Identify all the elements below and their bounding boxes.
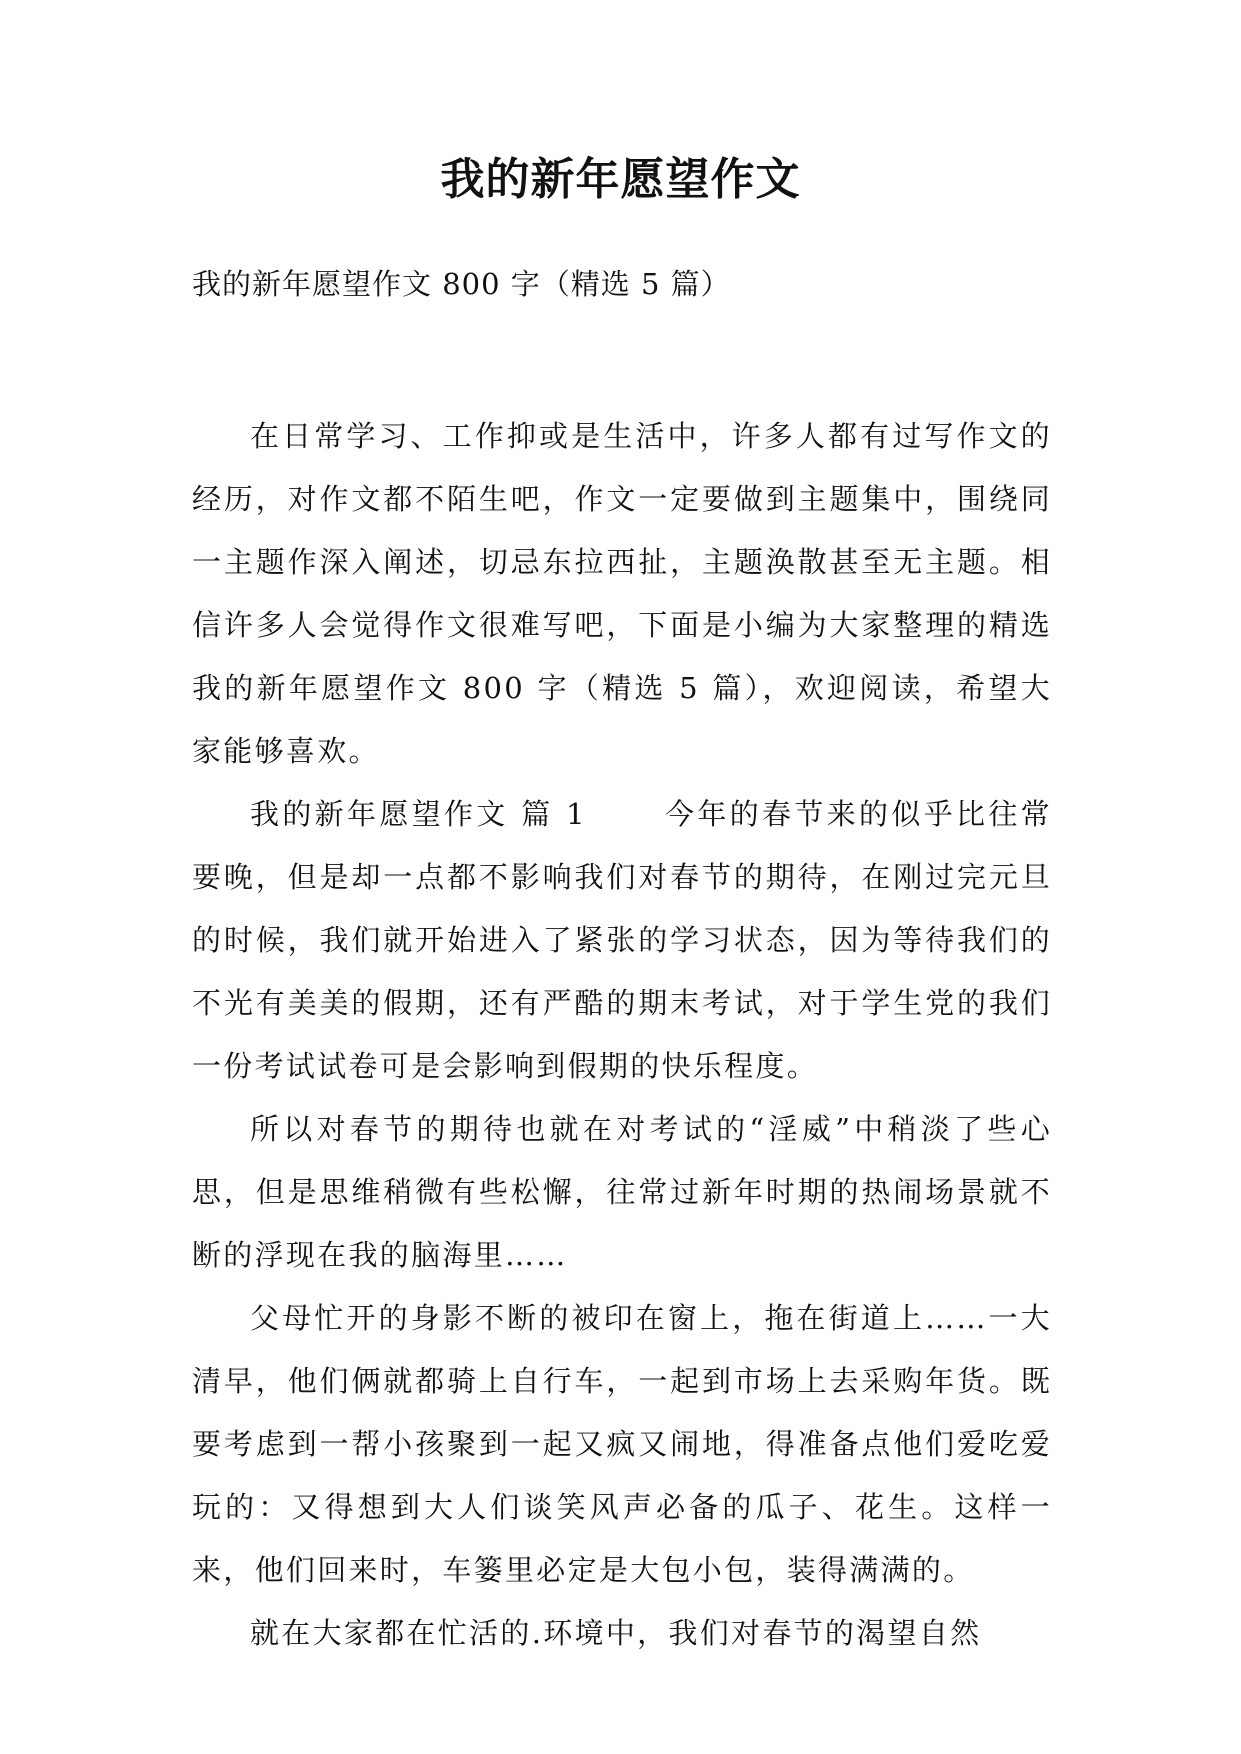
paragraph-essay1-anticipation: 所以对春节的期待也就在对考试的“淫威”中稍淡了些心思，但是思维稍微有些松懈，往常过新年时期的热闹场景就不断的浮现在我的脑海里…… [192,1112,1052,1272]
paragraph-essay1-shopping: 父母忙开的身影不断的被印在窗上，拖在街道上……一大清早，他们俩就都骑上自行车，一起到市场上去采购年货。既要考虑到一帮小孩聚到一起又疯又闹地，得准备点他们爱吃爱玩的：又得想到大人们谈笑风声必备的瓜子、花生。这样一来，他们回来时，车篓里必定是大包小包，装得满满的。 [192,1301,1052,1587]
paragraph-essay1-start: 我的新年愿望作文 篇 1 今年的春节来的似乎比往常要晚，但是却一点都不影响我们对春节的期待，在刚过完元旦的时候，我们就开始进入了紧张的学习状态，因为等待我们的不光有美美的假期，还有严酷的期末考试，对于学生党的我们一份考试试卷可是会影响到假期的快乐程度。 [192,797,1052,1083]
document-subtitle: 我的新年愿望作文 800 字（精选 5 篇） [192,267,731,301]
paragraph-essay1-continued: 就在大家都在忙活的.环境中，我们对春节的渴望自然 [250,1616,982,1650]
paragraph-intro: 在日常学习、工作抑或是生活中，许多人都有过写作文的经历，对作文都不陌生吧，作文一定要做到主题集中，围绕同一主题作深入阐述，切忌东拉西扯，主题涣散甚至无主题。相信许多人会觉得作文很难写吧，下面是小编为大家整理的精选我的新年愿望作文 800 字（精选 5 篇），欢迎阅读，希望大家能够喜欢。 [192,419,1052,768]
document-body [192,405,1052,1665]
document-title: 我的新年愿望作文 [440,154,801,205]
